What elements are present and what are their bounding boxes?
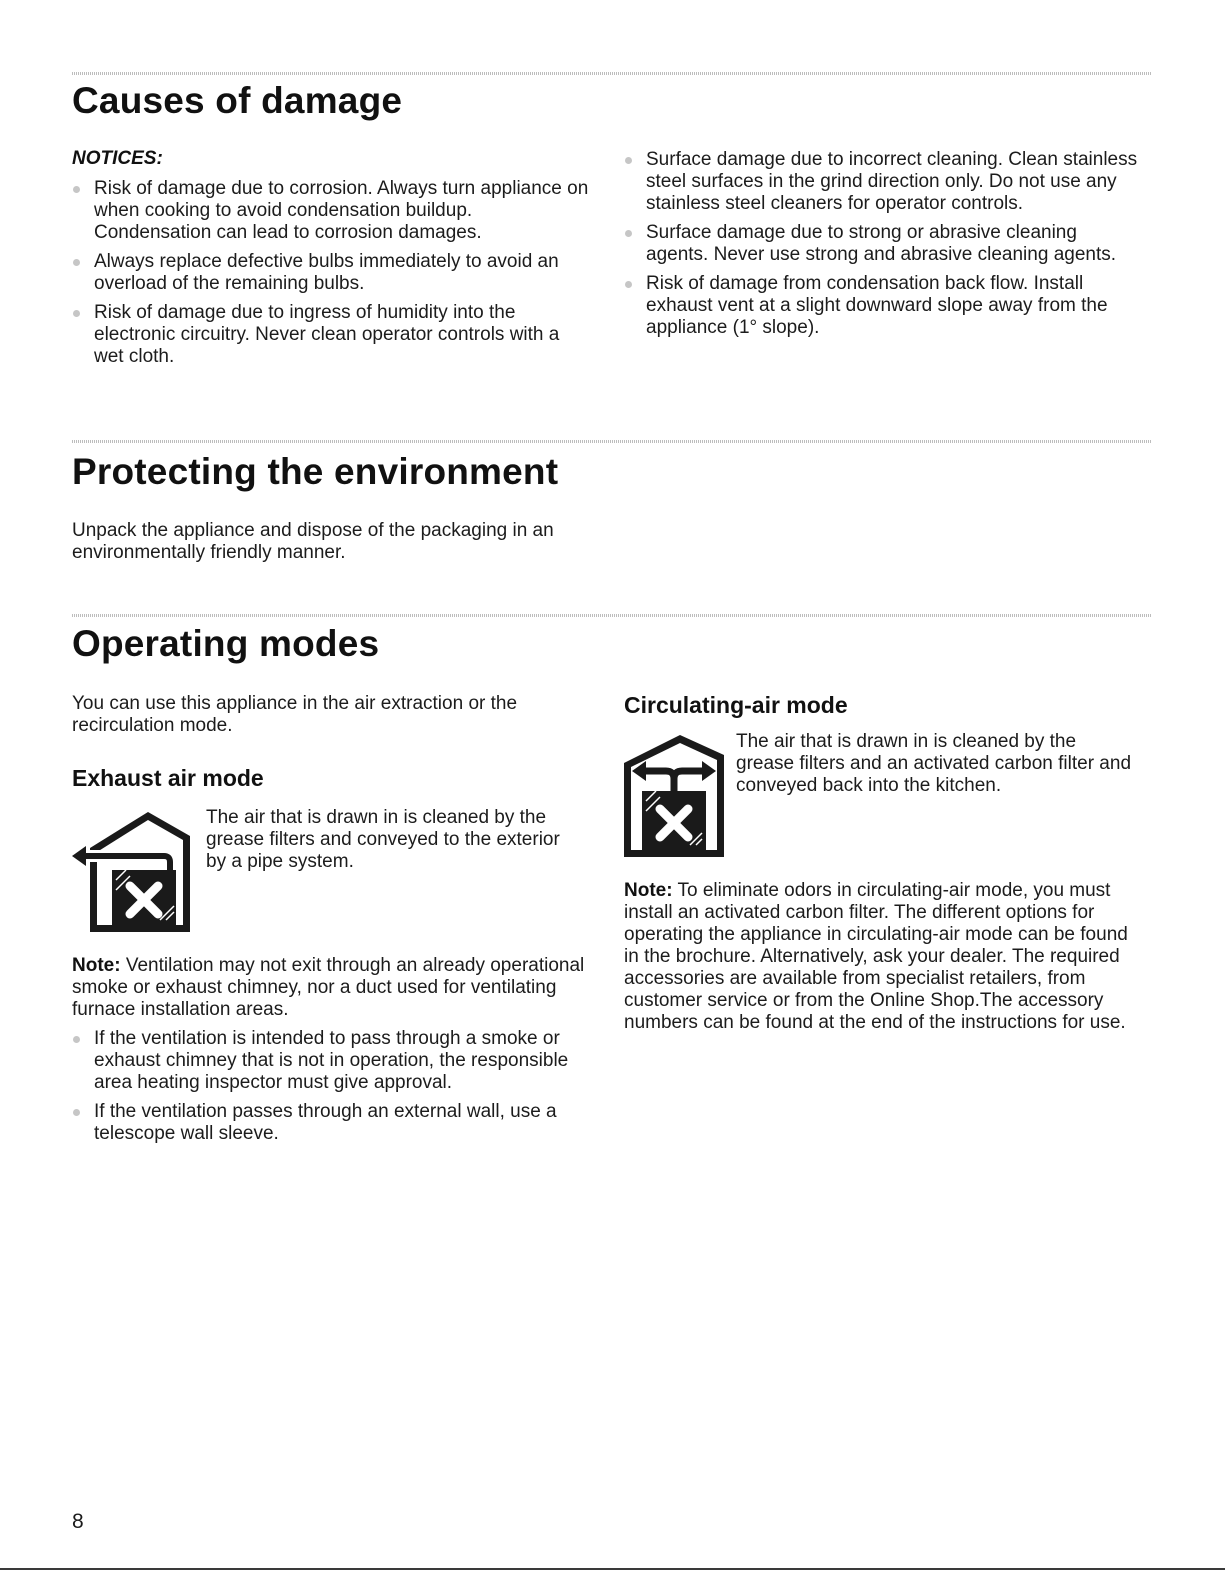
section-divider [72, 72, 1152, 75]
note-label: Note: [72, 955, 121, 976]
list-item: Risk of damage due to ingress of humidity into the electronic circuitry. Never clean operator controls with a wet cloth. [72, 302, 592, 368]
causes-list-right [624, 149, 1144, 346]
exhaust-air-icon [70, 808, 194, 934]
note-text: To eliminate odors in circulating-air mode, you must install an activated carbon filter. The different options for operating the appliance in circulating-air mode can be found in the brochure. Alternatively, ask your dealer. The required accessories are available from specialist retailers, from customer service or from the Online Shop.The accessory numbers can be found at the end of the instructions for use. [624, 880, 1128, 1033]
page-bottom-border [0, 1568, 1225, 1570]
operating-intro: You can use this appliance in the air extraction or the recirculation mode. [72, 693, 518, 736]
environment-text: Unpack the appliance and dispose of the packaging in an environmentally friendly manner. [72, 520, 554, 563]
notices-label: NOTICES: [72, 148, 163, 169]
exhaust-air-icon-graphic [70, 808, 194, 934]
bullet-icon [625, 157, 632, 164]
circulating-air-icon [622, 733, 726, 859]
causes-list-left [72, 178, 592, 375]
bullet-icon [73, 1036, 80, 1043]
circulating-air-icon-graphic [622, 733, 726, 859]
note-text: Ventilation may not exit through an already operational smoke or exhaust chimney, nor a duct used for ventilating furnace installation areas. [72, 955, 585, 1020]
list-item: Surface damage due to incorrect cleaning. Clean stainless steel surfaces in the grind direction only. Do not use any stainless steel cleaners for operator controls. [624, 149, 1144, 215]
subsection-title-circulating: Circulating-air mode [624, 692, 848, 718]
page-number: 8 [72, 1510, 84, 1533]
section-divider [72, 614, 1152, 617]
circulating-note [624, 880, 1144, 1034]
note-label: Note: [624, 880, 673, 901]
section-title-operating: Operating modes [72, 623, 380, 664]
section-title-causes: Causes of damage [72, 80, 403, 121]
exhaust-text: The air that is drawn in is cleaned by the grease filters and conveyed to the exterior by a pipe system. [206, 807, 560, 872]
list-item: Surface damage due to strong or abrasive cleaning agents. Never use strong and abrasive cleaning agents. [624, 222, 1144, 266]
bullet-icon [73, 186, 80, 193]
exhaust-list [72, 1028, 592, 1152]
section-divider [72, 440, 1152, 443]
list-item: Risk of damage from condensation back flow. Install exhaust vent at a slight downward slope away from the appliance (1° slope). [624, 273, 1144, 339]
list-item: If the ventilation passes through an external wall, use a telescope wall sleeve. [72, 1101, 592, 1145]
bullet-icon [73, 259, 80, 266]
section-title-environment: Protecting the environment [72, 451, 559, 492]
bullet-icon [625, 281, 632, 288]
exhaust-note [72, 955, 592, 1021]
list-item: Risk of damage due to corrosion. Always turn appliance on when cooking to avoid condensation buildup. Condensation can lead to corrosion damages. [72, 178, 592, 244]
bullet-icon [625, 230, 632, 237]
subsection-title-exhaust: Exhaust air mode [72, 765, 264, 791]
circulating-text: The air that is drawn in is cleaned by the grease filters and an activated carbon filter and conveyed back into the kitchen. [736, 731, 1132, 796]
list-item: If the ventilation is intended to pass through a smoke or exhaust chimney that is not in operation, the responsible area heating inspector must give approval. [72, 1028, 592, 1094]
bullet-icon [73, 1109, 80, 1116]
bullet-icon [73, 310, 80, 317]
list-item: Always replace defective bulbs immediately to avoid an overload of the remaining bulbs. [72, 251, 592, 295]
